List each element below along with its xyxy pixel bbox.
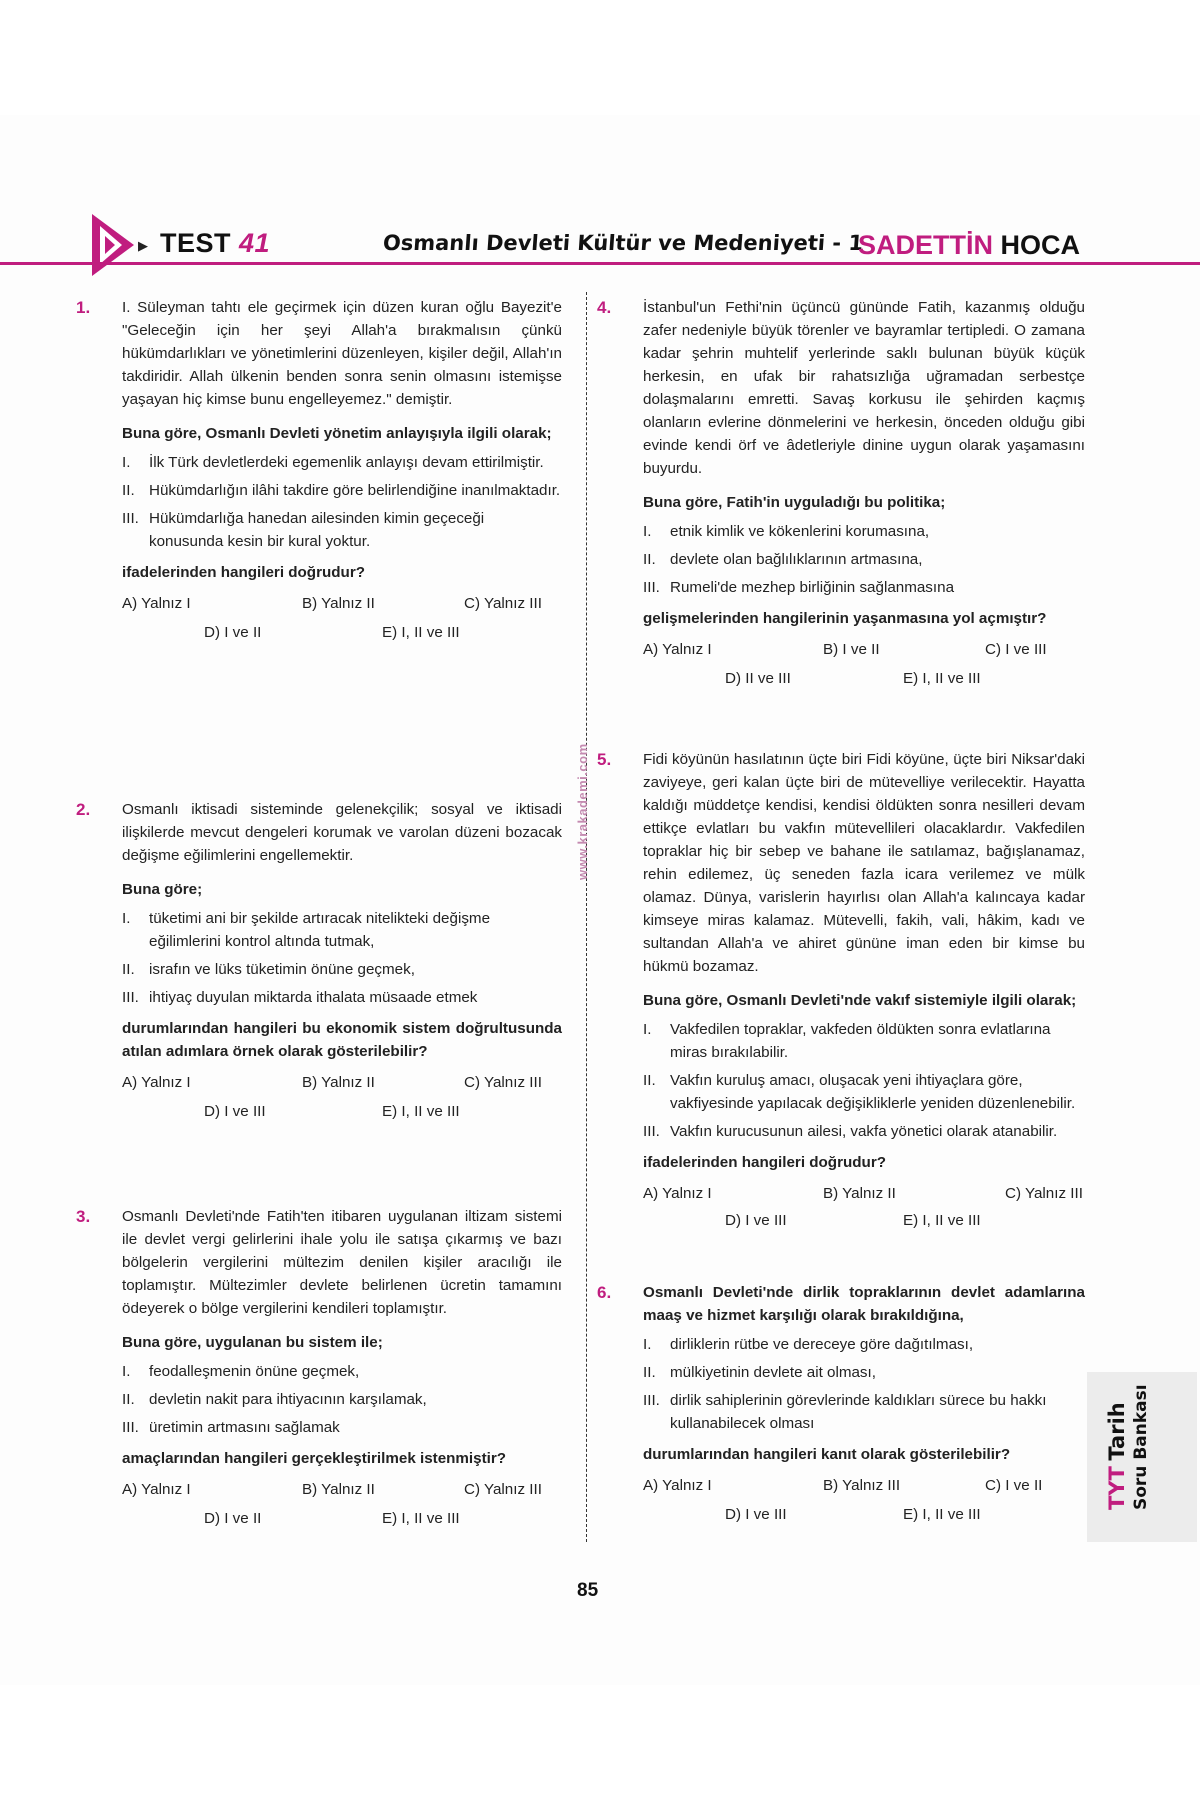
question-prompt: amaçlarından hangileri gerçekleştirilmek istenmiştir?: [122, 1450, 507, 1467]
option-d[interactable]: D) I ve II: [204, 1510, 262, 1527]
page-number: 85: [577, 1580, 599, 1601]
statement-list: [643, 1333, 1085, 1435]
question-number: 4.: [597, 298, 612, 317]
question-stem: Osmanlı iktisadi sisteminde gelenekçilik; sosyal ve iktisadi ilişkilerde mevcut dengeleri korumak ve varolan düzeni bozacak değişme eğilimlerini engellemektir.: [122, 801, 562, 864]
question-prompt: durumlarından hangileri kanıt olarak gösterilebilir?: [643, 1446, 1011, 1463]
statement-item: II. Hükümdarlığın ilâhi takdire göre belirlendiğine inanılmaktadır.: [122, 482, 561, 499]
statement-item: I. feodalleşmenin önüne geçmek,: [122, 1363, 360, 1380]
topic-title: Osmanlı Devleti Kültür ve Medeniyeti - 1: [382, 231, 864, 255]
option-d[interactable]: D) I ve III: [204, 1103, 266, 1120]
question-stem: Osmanlı Devleti'nde dirlik topraklarının devlet adamlarına maaş ve hizmet karşılığı olarak bırakıldığına,: [643, 1284, 1085, 1324]
answer-options: [643, 1182, 1085, 1240]
test-title: TEST 41: [160, 228, 271, 258]
option-c[interactable]: C) I ve II: [985, 1477, 1043, 1494]
question-ask: Buna göre, Fatih'in uyguladığı bu politika;: [643, 494, 946, 511]
question-stem: Osmanlı Devleti'nde Fatih'ten itibaren uygulanan iltizam sistemi ile devlet vergi gelirlerini ihale yolu ile satışa çıkarmış ve bazı bölgelerin vergilerini mültezim denilen kişiler aracılığı ile toplamıştır. Mültezimler devlete belirlenen ücretin tamamını ödeyerek o bölge vergilerini kendileri toplamıştır.: [122, 1208, 562, 1317]
side-tab-label: TYT Tarih Soru Bankası: [1105, 1384, 1151, 1510]
question-2: [76, 798, 562, 1129]
option-d[interactable]: D) I ve II: [204, 624, 262, 641]
column-divider: [586, 292, 587, 1542]
header-rule: [0, 262, 1200, 265]
option-b[interactable]: B) Yalnız II: [302, 1481, 375, 1498]
option-b[interactable]: B) Yalnız II: [823, 1185, 896, 1202]
answer-options: [122, 1478, 562, 1536]
option-a[interactable]: A) Yalnız I: [643, 1477, 712, 1494]
option-c[interactable]: C) Yalnız III: [464, 595, 542, 612]
option-a[interactable]: A) Yalnız I: [122, 595, 191, 612]
statement-item: III. Hükümdarlığa hanedan ailesinden kimin geçeceği konusunda kesin bir kural yoktur.: [122, 510, 485, 550]
question-ask: Buna göre, uygulanan bu sistem ile;: [122, 1334, 383, 1351]
statement-item: I. etnik kimlik ve kökenlerini korumasına,: [643, 523, 930, 540]
answer-options: [643, 638, 1085, 696]
statement-item: III. Vakfın kurucusunun ailesi, vakfa yönetici olarak atanabilir.: [643, 1123, 1058, 1140]
option-a[interactable]: A) Yalnız I: [122, 1074, 191, 1091]
option-c[interactable]: C) Yalnız III: [464, 1481, 542, 1498]
option-e[interactable]: E) I, II ve III: [903, 670, 981, 687]
statement-item: I. dirliklerin rütbe ve dereceye göre dağıtılması,: [643, 1336, 974, 1353]
statement-item: III. dirlik sahiplerinin görevlerinde kaldıkları sürece bu hakkı kullanabilecek olması: [643, 1392, 1047, 1432]
statement-item: III. Rumeli'de mezhep birliğinin sağlanmasına: [643, 579, 955, 596]
statement-item: II. israfın ve lüks tüketimin önüne geçmek,: [122, 961, 415, 978]
option-b[interactable]: B) Yalnız II: [302, 1074, 375, 1091]
answer-options: [122, 592, 562, 650]
question-3: [76, 1205, 562, 1536]
option-d[interactable]: D) II ve III: [725, 670, 791, 687]
question-4: [597, 296, 1085, 696]
question-ask: Buna göre, Osmanlı Devleti yönetim anlayışıyla ilgili olarak;: [122, 425, 552, 442]
statement-item: II. devletin nakit para ihtiyacının karşılamak,: [122, 1391, 427, 1408]
question-stem: I. Süleyman tahtı ele geçirmek için düzen kuran oğlu Bayezit'e "Geleceğin için her şeyi Allah'a bırakmalısın çünkü hükümdarlıkları ve yönetimlerini düzenleyen, kişiler değil, Allah'ın takdiridir. Allah ülkenin benden sonra senin olmasını istemişse yaşayan hiç kimse bunu engelleyemez." demiştir.: [122, 299, 562, 408]
question-number: 1.: [76, 298, 91, 317]
option-c[interactable]: C) Yalnız III: [464, 1074, 542, 1091]
brand-name: SADETTİN HOCA: [858, 230, 1081, 260]
statement-list: [122, 1360, 562, 1439]
option-e[interactable]: E) I, II ve III: [903, 1506, 981, 1523]
play-arrow-icon: ▶: [138, 238, 148, 253]
statement-item: III. üretimin artmasını sağlamak: [122, 1419, 340, 1436]
question-1: [76, 296, 562, 650]
option-b[interactable]: B) Yalnız III: [823, 1477, 901, 1494]
option-b[interactable]: B) I ve II: [823, 641, 880, 658]
option-e[interactable]: E) I, II ve III: [382, 1510, 460, 1527]
option-d[interactable]: D) I ve III: [725, 1212, 787, 1229]
statement-item: I. tüketimi ani bir şekilde artıracak nitelikteki değişme eğilimlerini kontrol altında tutmak,: [122, 910, 491, 950]
option-c[interactable]: C) I ve III: [985, 641, 1047, 658]
question-prompt: ifadelerinden hangileri doğrudur?: [643, 1154, 887, 1171]
question-prompt: ifadelerinden hangileri doğrudur?: [122, 564, 366, 581]
statement-list: [122, 907, 562, 1009]
test-number: 41: [239, 228, 271, 258]
question-6: [597, 1281, 1085, 1532]
question-prompt: gelişmelerinden hangilerinin yaşanmasına yol açmıştır?: [643, 610, 1047, 627]
question-number: 2.: [76, 800, 91, 819]
option-a[interactable]: A) Yalnız I: [643, 641, 712, 658]
question-ask: Buna göre;: [122, 881, 203, 898]
option-e[interactable]: E) I, II ve III: [382, 1103, 460, 1120]
website-watermark: www.krakademi.com: [575, 743, 590, 880]
statement-item: I. Vakfedilen topraklar, vakfeden öldükten sonra evlatlarına miras bırakılabilir.: [643, 1021, 1051, 1061]
question-5: [597, 748, 1085, 1240]
statement-item: III. ihtiyaç duyulan miktarda ithalata müsaade etmek: [122, 989, 478, 1006]
option-a[interactable]: A) Yalnız I: [643, 1185, 712, 1202]
statement-item: I. İlk Türk devletlerdeki egemenlik anlayışı devam ettirilmiştir.: [122, 454, 544, 471]
statement-list: [643, 1018, 1085, 1143]
option-a[interactable]: A) Yalnız I: [122, 1481, 191, 1498]
option-b[interactable]: B) Yalnız II: [302, 595, 375, 612]
option-e[interactable]: E) I, II ve III: [903, 1212, 981, 1229]
statement-item: II. devlete olan bağlılıklarının artmasına,: [643, 551, 923, 568]
answer-options: [643, 1474, 1085, 1532]
question-ask: Buna göre, Osmanlı Devleti'nde vakıf sistemiyle ilgili olarak;: [643, 992, 1077, 1009]
statement-item: II. Vakfın kuruluş amacı, oluşacak yeni ihtiyaçlara göre, vakfiyesinde yapılacak değişikliklerle yeniden düzenlenebilir.: [643, 1072, 1076, 1112]
question-number: 5.: [597, 750, 612, 769]
answer-options: [122, 1071, 562, 1129]
question-prompt: durumlarından hangileri bu ekonomik sistem doğrultusunda atılan adımlara örnek olarak gösterilebilir?: [122, 1020, 562, 1060]
option-e[interactable]: E) I, II ve III: [382, 624, 460, 641]
question-number: 3.: [76, 1207, 91, 1226]
option-c[interactable]: C) Yalnız III: [1005, 1185, 1083, 1202]
question-stem: İstanbul'un Fethi'nin üçüncü gününde Fatih, kazanmış olduğu zafer nedeniyle büyük törenler ve bayramlar tertipledi. O zamana kadar şehrin muhtelif yerlerinde saklı bulunan büyük küçük herkesin, en ufak bir rahatsızlığa uğramadan serbestçe dolaşmalarını emretti. Savaş korkusu ile şehirden kaçmış olanların evlerine dönmelerini ve herkesin, önceden olduğu gibi evinde kendi örf ve âdetleriyle dinine uygun olarak yaşamasını buyurdu.: [643, 299, 1085, 477]
question-stem: Fidi köyünün hasılatının üçte biri Fidi köyüne, üçte biri Niksar'daki zaviyeye, geri kalan üçte biri de mütevelliye verilecektir. Hayatta kaldığı müddetçe kendisi, kendisi öldükten sonra nesilleri devam ettikçe evlatları bu vakfın mütevellileri olacaklardır. Vakfedilen topraklar hiç bir sebep ve bahane ile satılamaz, bağışlanamaz, rehin edilemez, üç seneden fazla icara verilemez ve mülk olamaz. Dünya, varislerin hayırlısı olan Allah'a kalıncaya kadar kimseye miras kalamaz. Mütevelli, fakih, vali, hâkim, kadı ve sultandan Allah'a ve ahiret gününe iman eden bir kimse bu hükmü bozamaz.: [643, 751, 1085, 975]
publisher-logo-icon: [90, 212, 136, 278]
statement-list: [122, 451, 562, 553]
statement-list: [643, 520, 1085, 599]
question-number: 6.: [597, 1283, 612, 1302]
option-d[interactable]: D) I ve III: [725, 1506, 787, 1523]
statement-item: II. mülkiyetinin devlete ait olması,: [643, 1364, 876, 1381]
